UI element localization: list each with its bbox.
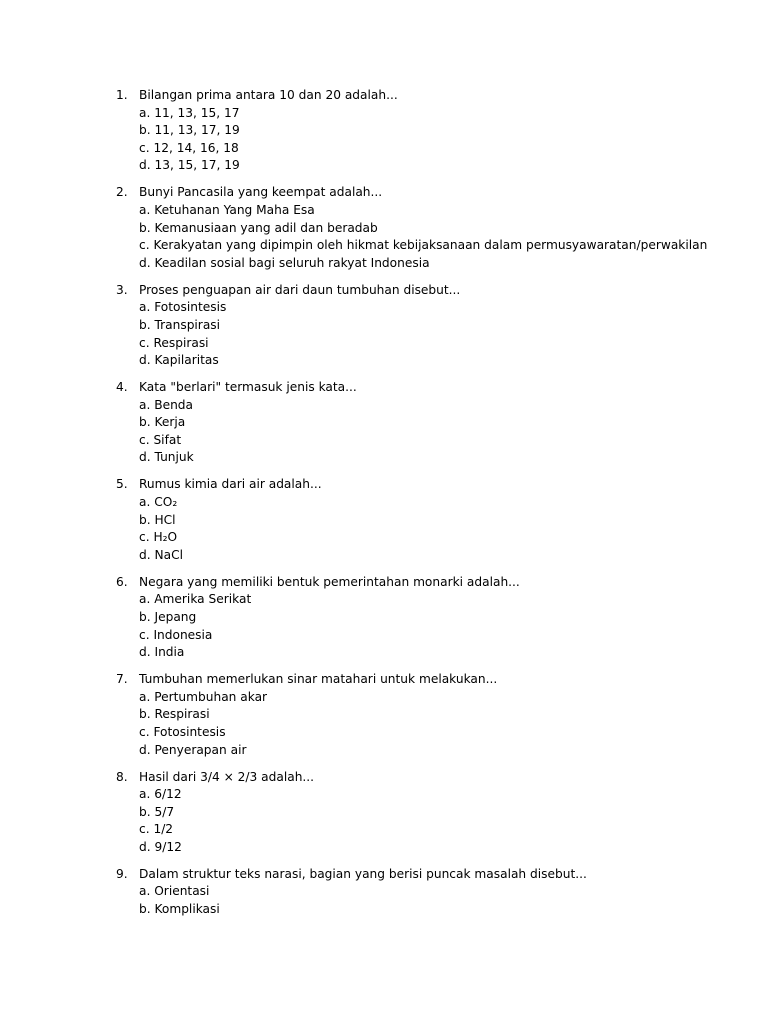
answer-option: a. Pertumbuhan akar	[139, 689, 268, 704]
answer-option: a. 6/12	[139, 787, 182, 802]
answer-option: c. 12, 14, 16, 18	[139, 140, 239, 155]
answer-option: d. India	[139, 645, 185, 660]
answer-option: d. Keadilan sosial bagi seluruh rakyat Indonesia	[139, 255, 430, 270]
question-text: Proses penguapan air dari daun tumbuhan disebut...	[139, 282, 461, 297]
question-item	[116, 866, 736, 919]
answer-option: c. Respirasi	[139, 335, 209, 350]
answer-option: d. NaCl	[139, 547, 183, 562]
question-text: Hasil dari 3/4 × 2/3 adalah...	[139, 769, 315, 784]
answer-option: c. Sifat	[139, 432, 182, 447]
answer-option: b. Kemanusiaan yang adil dan beradab	[139, 220, 378, 235]
answer-option: b. Komplikasi	[139, 902, 220, 917]
answer-option: d. 13, 15, 17, 19	[139, 158, 240, 173]
answer-option: b. 11, 13, 17, 19	[139, 123, 240, 138]
question-text: Negara yang memiliki bentuk pemerintahan monarki adalah...	[139, 574, 520, 589]
answer-option: c. Fotosintesis	[139, 724, 226, 739]
question-item	[116, 87, 736, 175]
answer-option: b. Respirasi	[139, 707, 210, 722]
question-number: 7.	[116, 672, 128, 687]
answer-option: b. 5/7	[139, 804, 175, 819]
answer-option: d. Tunjuk	[139, 450, 194, 465]
answer-option: c. Indonesia	[139, 627, 213, 642]
answer-option: b. Jepang	[139, 609, 197, 624]
question-item	[116, 476, 736, 564]
answer-option: b. Kerja	[139, 415, 186, 430]
question-text: Rumus kimia dari air adalah...	[139, 477, 322, 492]
answer-option: c. H₂O	[139, 530, 178, 545]
question-text: Bunyi Pancasila yang keempat adalah...	[139, 185, 383, 200]
question-text: Bilangan prima antara 10 dan 20 adalah...	[139, 88, 398, 102]
answer-option: a. Amerika Serikat	[139, 592, 252, 607]
question-number: 8.	[116, 769, 128, 784]
question-list	[116, 87, 736, 928]
question-text: Tumbuhan memerlukan sinar matahari untuk melakukan...	[139, 672, 498, 687]
answer-option: c. 1/2	[139, 822, 174, 837]
question-number: 2.	[116, 185, 128, 200]
question-number: 5.	[116, 477, 128, 492]
answer-option: d. 9/12	[139, 839, 182, 854]
question-number: 6.	[116, 574, 128, 589]
question-number: 4.	[116, 380, 128, 395]
question-number: 1.	[116, 88, 128, 102]
answer-option: a. Benda	[139, 397, 194, 412]
answer-option: a. 11, 13, 15, 17	[139, 105, 240, 120]
answer-option: d. Kapilaritas	[139, 353, 219, 368]
question-number: 9.	[116, 866, 128, 881]
question-item	[116, 282, 736, 370]
question-item	[116, 671, 736, 759]
question-item	[116, 574, 736, 662]
answer-option: a. Orientasi	[139, 884, 210, 899]
question-item	[116, 769, 736, 857]
answer-option: a. Ketuhanan Yang Maha Esa	[139, 202, 315, 217]
answer-option: a. CO₂	[139, 495, 178, 510]
question-text: Kata "berlari" termasuk jenis kata...	[139, 380, 357, 395]
question-item	[116, 379, 736, 467]
answer-option: d. Penyerapan air	[139, 742, 247, 757]
question-number: 3.	[116, 282, 128, 297]
question-item	[116, 184, 736, 272]
question-text: Dalam struktur teks narasi, bagian yang berisi puncak masalah disebut...	[139, 866, 587, 881]
answer-option: c. Kerakyatan yang dipimpin oleh hikmat kebijaksanaan dalam permusyawaratan/perwakilan	[139, 238, 708, 253]
answer-option: a. Fotosintesis	[139, 300, 227, 315]
answer-option: b. HCl	[139, 512, 176, 527]
answer-option: b. Transpirasi	[139, 317, 221, 332]
